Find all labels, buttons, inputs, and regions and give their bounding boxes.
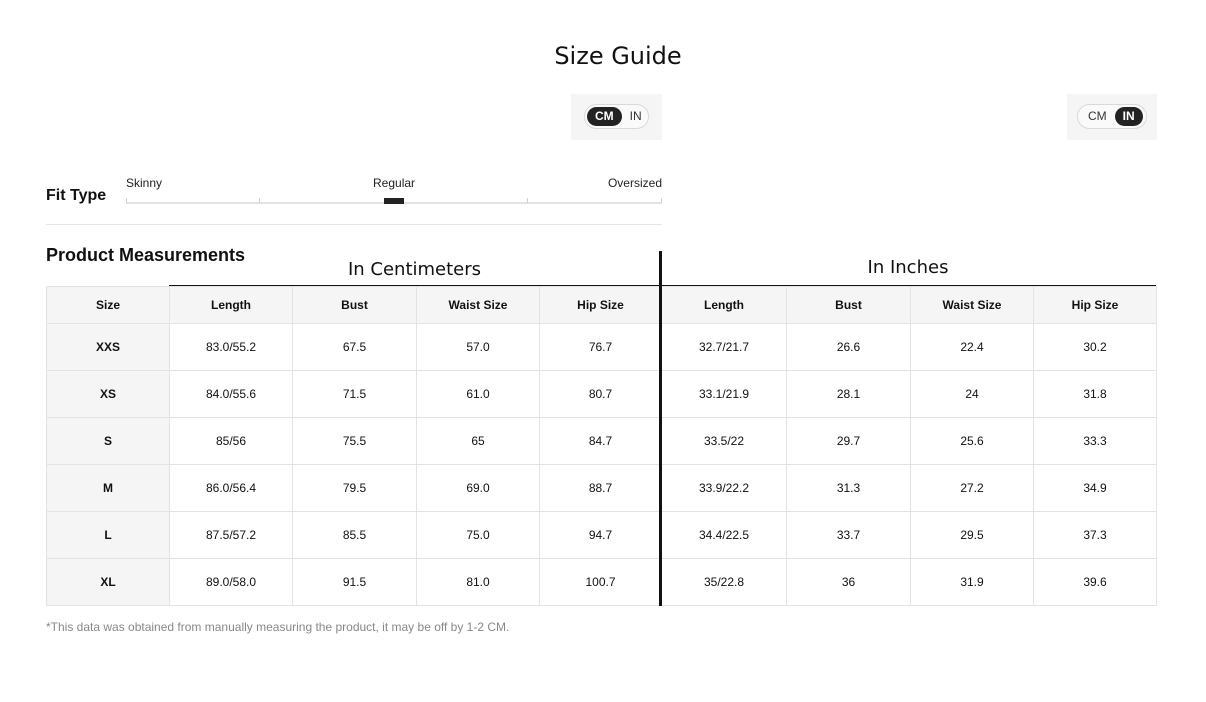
group-title-centimeters: In Centimeters bbox=[347, 259, 482, 280]
group-title-inches: In Inches bbox=[867, 257, 949, 278]
table-cell: 33.3 bbox=[1034, 418, 1157, 465]
table-header-row bbox=[47, 287, 1157, 324]
header-bust-in: Bust bbox=[787, 287, 911, 324]
table-cell: 65 bbox=[417, 418, 540, 465]
table-cell: 36 bbox=[787, 559, 911, 606]
header-bust-cm: Bust bbox=[293, 287, 417, 324]
table-cell: 33.1/21.9 bbox=[662, 371, 787, 418]
table-cell: 31.8 bbox=[1034, 371, 1157, 418]
column-group-divider bbox=[659, 251, 662, 606]
table-cell: 75.0 bbox=[417, 512, 540, 559]
table-cell: 84.7 bbox=[540, 418, 662, 465]
table-cell: 87.5/57.2 bbox=[170, 512, 293, 559]
header-size: Size bbox=[47, 287, 170, 324]
table-cell: 81.0 bbox=[417, 559, 540, 606]
table-cell: 24 bbox=[911, 371, 1034, 418]
size-cell: L bbox=[47, 512, 170, 559]
table-row bbox=[47, 371, 1157, 418]
table-cell: 83.0/55.2 bbox=[170, 324, 293, 371]
table-cell: 86.0/56.4 bbox=[170, 465, 293, 512]
table-cell: 29.5 bbox=[911, 512, 1034, 559]
size-table bbox=[46, 286, 1157, 606]
unit-toggle bbox=[584, 104, 649, 129]
fit-label-oversized: Oversized bbox=[607, 176, 662, 190]
header-hip-in: Hip Size bbox=[1034, 287, 1157, 324]
table-cell: 57.0 bbox=[417, 324, 540, 371]
table-cell: 79.5 bbox=[293, 465, 417, 512]
table-cell: 61.0 bbox=[417, 371, 540, 418]
table-cell: 22.4 bbox=[911, 324, 1034, 371]
table-cell: 31.9 bbox=[911, 559, 1034, 606]
unit-option-in[interactable]: IN bbox=[1115, 107, 1143, 126]
table-cell: 31.3 bbox=[787, 465, 911, 512]
table-cell: 75.5 bbox=[293, 418, 417, 465]
header-length-cm: Length bbox=[170, 287, 293, 324]
unit-panel-in bbox=[1067, 94, 1157, 140]
fit-scale-tick bbox=[126, 198, 127, 203]
table-cell: 37.3 bbox=[1034, 512, 1157, 559]
table-cell: 39.6 bbox=[1034, 559, 1157, 606]
unit-option-in[interactable]: IN bbox=[629, 109, 642, 123]
table-cell: 27.2 bbox=[911, 465, 1034, 512]
table-cell: 76.7 bbox=[540, 324, 662, 371]
size-cell: S bbox=[47, 418, 170, 465]
table-cell: 71.5 bbox=[293, 371, 417, 418]
header-waist-cm: Waist Size bbox=[417, 287, 540, 324]
table-row bbox=[47, 418, 1157, 465]
table-cell: 32.7/21.7 bbox=[662, 324, 787, 371]
product-measurements-title: Product Measurements bbox=[46, 245, 246, 265]
fit-scale-tick bbox=[259, 198, 260, 203]
table-cell: 69.0 bbox=[417, 465, 540, 512]
table-cell: 94.7 bbox=[540, 512, 662, 559]
fit-scale-tick bbox=[527, 198, 528, 203]
fit-type-scale bbox=[126, 176, 662, 206]
table-row bbox=[47, 512, 1157, 559]
table-cell: 33.7 bbox=[787, 512, 911, 559]
table-cell: 84.0/55.6 bbox=[170, 371, 293, 418]
table-cell: 100.7 bbox=[540, 559, 662, 606]
header-hip-cm: Hip Size bbox=[540, 287, 662, 324]
unit-option-cm[interactable]: CM bbox=[1088, 109, 1107, 123]
fit-type-label: Fit Type bbox=[46, 187, 107, 204]
size-cell: XL bbox=[47, 559, 170, 606]
size-cell: XS bbox=[47, 371, 170, 418]
fit-scale-tick bbox=[661, 198, 662, 203]
table-cell: 29.7 bbox=[787, 418, 911, 465]
table-row bbox=[47, 559, 1157, 606]
table-row bbox=[47, 324, 1157, 371]
fit-label-regular: Regular bbox=[373, 176, 416, 190]
divider bbox=[46, 224, 662, 225]
table-row bbox=[47, 465, 1157, 512]
fit-scale-marker bbox=[384, 198, 404, 204]
table-cell: 34.9 bbox=[1034, 465, 1157, 512]
table-cell: 25.6 bbox=[911, 418, 1034, 465]
page-title: Size Guide bbox=[554, 42, 682, 70]
unit-option-cm[interactable]: CM bbox=[587, 107, 622, 126]
size-cell: XXS bbox=[47, 324, 170, 371]
table-cell: 91.5 bbox=[293, 559, 417, 606]
header-length-in: Length bbox=[662, 287, 787, 324]
unit-toggle bbox=[1077, 104, 1147, 129]
table-cell: 85/56 bbox=[170, 418, 293, 465]
unit-panel-cm bbox=[571, 94, 662, 140]
table-cell: 33.9/22.2 bbox=[662, 465, 787, 512]
table-cell: 33.5/22 bbox=[662, 418, 787, 465]
table-cell: 35/22.8 bbox=[662, 559, 787, 606]
footnote: *This data was obtained from manually measuring the product, it may be off by 1-2 CM. bbox=[46, 620, 510, 634]
header-waist-in: Waist Size bbox=[911, 287, 1034, 324]
table-cell: 80.7 bbox=[540, 371, 662, 418]
table-cell: 30.2 bbox=[1034, 324, 1157, 371]
table-cell: 89.0/58.0 bbox=[170, 559, 293, 606]
table-cell: 88.7 bbox=[540, 465, 662, 512]
table-cell: 85.5 bbox=[293, 512, 417, 559]
fit-label-skinny: Skinny bbox=[126, 176, 163, 190]
table-cell: 34.4/22.5 bbox=[662, 512, 787, 559]
size-cell: M bbox=[47, 465, 170, 512]
table-cell: 28.1 bbox=[787, 371, 911, 418]
table-cell: 26.6 bbox=[787, 324, 911, 371]
table-cell: 67.5 bbox=[293, 324, 417, 371]
